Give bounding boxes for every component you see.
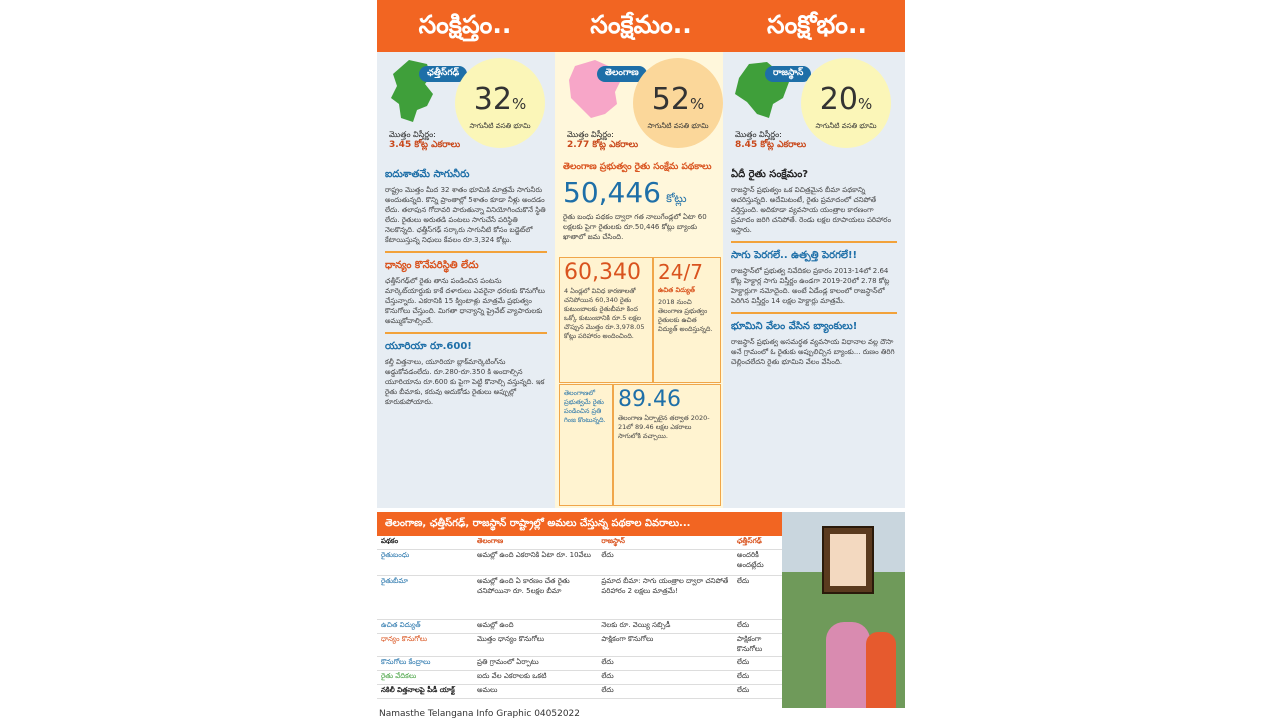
banner-word-1: సంక్షిప్తం.. bbox=[418, 10, 512, 39]
irrigation-label: సాగునీటి వసతి భూమి bbox=[815, 122, 877, 130]
section-body: రాష్ట్రం మొత్తం మీద 32 శాతం భూమికి మాత్రమే సాగునీరు అందుతున్నది. కొన్ని ప్రాంతాల్లో 5శాతం కూడా నీళ్లు అందడం లేదు. తలాపున గోదావరి పారుతున్నా వినియోగించుకొనే స్థితి లేదు. రైతులు అరుతడి పంటలు సాగుచేసే పరిస్థితి నెలకొన్నది. ఛత్తీస్‌గఢ్ సర్కారు సాగునీటి కోసం బడ్జెట్‌లో కేటాయిస్తున్న నిధులు కేవలం రూ.3,324 కోట్లు. bbox=[385, 186, 546, 244]
column-rajasthan bbox=[723, 52, 905, 508]
divider bbox=[385, 251, 547, 253]
table-row: కొనుగోలు కేంద్రాలు ప్రతి గ్రామంలో ఏర్పాటు లేదు లేదు bbox=[377, 657, 782, 671]
divider bbox=[385, 332, 547, 334]
title-banner bbox=[377, 0, 905, 52]
schemes-table bbox=[377, 536, 782, 699]
credit-line: Namasthe Telangana Info Graphic 04052022 bbox=[379, 709, 581, 719]
irrigation-percent: 20% bbox=[819, 82, 873, 117]
state-tag: ఛత్తీస్‌గఢ్ bbox=[419, 66, 467, 82]
irrigation-percent: 32% bbox=[473, 82, 527, 117]
table-row: రైతు వేదికలు ఐదు వేల ఎకరాలకు ఒకటి లేదు లేదు bbox=[377, 671, 782, 685]
stat-body: రైతు బంధు పథకం ద్వారా గత నాలుగేండ్లలో ఏటా 60 లక్షలకు పైగా రైతులకు రూ.50,446 కోట్లు బ్యాంకు ఖాతాలో జమ చేసింది. bbox=[563, 213, 707, 241]
irrigation-label: సాగునీటి వసతి భూమి bbox=[647, 122, 709, 130]
banner-word-3: సంక్షోభం.. bbox=[767, 10, 867, 39]
section-heading: ఏదీ రైతు సంక్షేమం? bbox=[731, 169, 809, 180]
section-heading: సాగు పెరగలే.. ఉత్పత్తి పెరగలే!! bbox=[731, 250, 858, 261]
column-telangana bbox=[555, 52, 723, 508]
stat-box-free-power: 24/7 ఉచిత విద్యుత్ 2018 నుంచి తెలంగాణ ప్రభుత్వం రైతులకు ఉచిత విద్యుత్ అందిస్తున్నది. bbox=[653, 257, 721, 383]
divider bbox=[731, 241, 897, 243]
stat-box-cultivation: 89.46 తెలంగాణ ఏర్పాటైన తర్వాత 2020-21లో 89.46 లక్షల ఎకరాలు సాగులోకి వచ్చాయి. bbox=[613, 384, 721, 506]
irrigation-percent: 52% bbox=[651, 82, 705, 117]
section-heading: ఐదుశాతమే సాగునీరు bbox=[385, 169, 470, 180]
section-heading: యూరియా రూ.600! bbox=[385, 341, 472, 352]
farmer-figure bbox=[826, 622, 870, 708]
section-body: రాజస్థాన్‌లో ప్రభుత్వ నివేదికల ప్రకారం 2013-14లో 2.64 కోట్ల హెక్టార్ల సాగు విస్తీర్ణం ఉండగా 2019-20లో 2.78 కోట్ల హెక్టార్లుగా నమోదైంది. అంటే ఏడేండ్ల కాలంలో రాజస్థాన్‌లో పెరిగిన విస్తీర్ణం 14 లక్షల హెక్టార్లు మాత్రమే. bbox=[731, 267, 890, 305]
infographic-page bbox=[377, 0, 905, 720]
section-heading: భూమిని వేలం వేసిన బ్యాంకులు! bbox=[731, 321, 858, 332]
irrigation-circle bbox=[633, 58, 723, 148]
table-header-row: పథకం తెలంగాణ రాజస్థాన్ ఛత్తీస్‌గఢ్ bbox=[377, 536, 782, 550]
portrait-frame bbox=[822, 526, 874, 594]
table-heading: తెలంగాణ, ఛత్తీస్‌గఢ్, రాజస్థాన్ రాష్ట్రాల్లో అమలు చేస్తున్న పథకాల వివరాలు... bbox=[377, 512, 782, 536]
table-row: రైతుబీమా అమల్లో ఉంది ఏ కారణం చేత రైతు చనిపోయినా రూ. 5లక్షల బీమా ప్రమాద బీమా: సాగు యంత్రాల ద్వారా చనిపోతే పరిహారం 2 లక్షలు మాత్రమే! లేదు bbox=[377, 576, 782, 620]
table-row: ధాన్యం కొనుగోలు మొత్తం ధాన్యం కొనుగోలు పాక్షికంగా కొనుగోలు పాక్షికంగా కొనుగోలు bbox=[377, 634, 782, 657]
stat-box-rythu-bima: 60,340 4 ఏండ్లలో వివిధ కారణాలతో చనిపోయిన 60,340 రైతు కుటుంబాలకు రైతుబీమా కింద ఒక్కో కుటుంబానికి రూ.5 లక్షల చొప్పున మొత్తం రూ.3,978.05 కోట్లు పరిహారం అందించింది. bbox=[559, 257, 653, 383]
column-chhattisgarh bbox=[377, 52, 555, 508]
section-body: ఛత్తీస్‌గఢ్‌లో రైతు తాను పండించిన పంటను మార్కెట్‌యార్డుకు కాకే దళారులు ఎవరైనా ధరలకు కొనుగోలు చేస్తున్నారు. ఎకరానికి 15 క్వింటాళ్లు మాత్రమే ప్రభుత్వం కొనుగోలు చేస్తుంది. మిగతా ధాన్యాన్ని ప్రైవేట్ వ్యాపారులకు అమ్ముకోవాల్సిందే. bbox=[385, 277, 545, 325]
irrigation-circle bbox=[801, 58, 891, 148]
table-row: ఉచిత విద్యుత్ అమల్లో ఉంది నెలకు రూ. వెయ్యి సబ్సిడీ లేదు bbox=[377, 620, 782, 634]
stat-box-procurement: తెలంగాణలో ప్రభుత్వమే రైతు పండించిన ప్రతి గింజ కొంటున్నది. bbox=[559, 384, 613, 506]
state-tag: తెలంగాణ bbox=[597, 66, 647, 82]
total-area: మొత్తం విస్తీర్ణం: 8.45 కోట్ల ఎకరాలు bbox=[735, 130, 807, 150]
irrigation-circle bbox=[455, 58, 545, 148]
section-body: రాజస్థాన్ ప్రభుత్వం ఒక విచిత్రమైన బీమా పథకాన్ని ఆచరిస్తున్నది. అదేమిటంటే, రైతు ప్రమాదంలో చనిపోతే వర్తిస్తుంది. అదికూడా వ్యవసాయ యంత్రాల కారణంగా ప్రమాదం జరిగి చనిపోతే. రెండు లక్షల రూపాయలు పరిహారం ఇస్తారు. bbox=[731, 186, 892, 234]
table-row: రైతుబంధు అమల్లో ఉంది ఎకరానికి ఏటా రూ. 10వేలు లేదు అందరికీ అందట్లేదు bbox=[377, 550, 782, 576]
section-heading: ధాన్యం కొనేపరిస్థితి లేదు bbox=[385, 260, 479, 271]
banner-word-2: సంక్షేమం.. bbox=[590, 10, 692, 39]
welfare-heading: తెలంగాణ ప్రభుత్వం రైతు సంక్షేమ పథకాలు bbox=[563, 162, 712, 172]
section-body: రాజస్థాన్ ప్రభుత్వ అసమర్థత వ్యవసాయ విధానాల వల్ల దౌసా అనే గ్రామంలో ఓ రైతుకు అప్పులిచ్చిన బ్యాంకు... రుణం తిరిగి చెల్లించలేదని రైతు భూమిని వేలం వేసింది. bbox=[731, 338, 895, 366]
total-area: మొత్తం విస్తీర్ణం: 3.45 కోట్ల ఎకరాలు bbox=[389, 130, 461, 150]
state-tag: రాజస్థాన్ bbox=[765, 66, 811, 82]
stat-rythu-bandhu: 50,446 కోట్లు bbox=[563, 176, 687, 209]
divider bbox=[731, 312, 897, 314]
section-body: కల్తీ విత్తనాలు, యూరియా బ్లాక్‌మార్కెటింగ్‌ను అడ్డుకోవడంలేదు. రూ.280-రూ.350 కి అందాల్సిన యూరియాను రూ.600 కు పైగా పెట్టి కొనాల్సి వస్తున్నది. ఇక రైతు బీమాకు, కరువు ఆదుకోడు రైతులు అప్పుల్లో కూరుకుపోయారు. bbox=[385, 358, 545, 406]
farmer-photo bbox=[782, 512, 905, 708]
total-area: మొత్తం విస్తీర్ణం: 2.77 కోట్ల ఎకరాలు bbox=[567, 130, 639, 150]
irrigation-label: సాగునీటి వసతి భూమి bbox=[469, 122, 531, 130]
table-row: నకిలీ విత్తనాలపై పీడీ యాక్ట్ అమలు లేదు లేదు bbox=[377, 685, 782, 699]
schemes-comparison bbox=[377, 512, 782, 708]
